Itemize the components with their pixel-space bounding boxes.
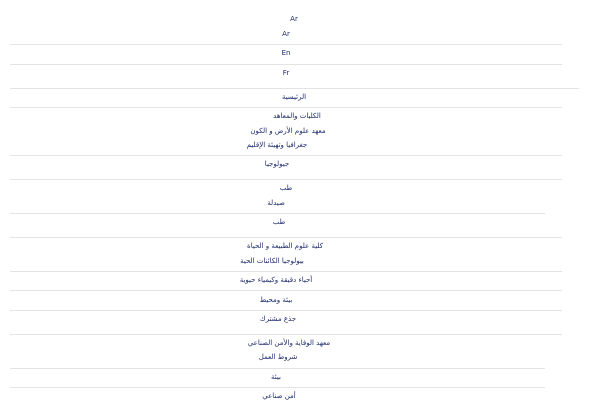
nav-item-industrial-safety[interactable]: أمن صناعي: [262, 392, 296, 400]
nav-item-geology[interactable]: جيولوجيا: [264, 160, 290, 168]
nav-item-safety-institute[interactable]: معهد الوقاية والأمن الصناعي: [247, 339, 331, 347]
nav-item-medicine-faculty[interactable]: طب: [279, 184, 293, 192]
divider: [10, 334, 562, 335]
divider: [10, 271, 562, 272]
divider: [10, 213, 545, 214]
divider: [10, 179, 562, 180]
language-option-ar[interactable]: Ar: [282, 30, 290, 38]
divider: [10, 155, 562, 156]
nav-item-home[interactable]: الرئيسية: [281, 93, 307, 101]
divider: [10, 237, 562, 238]
nav-item-environment[interactable]: بيئة: [271, 373, 281, 381]
nav-item-work-conditions[interactable]: شروط العمل: [258, 353, 298, 361]
nav-item-biology[interactable]: بيولوجيا الكائنات الحية: [240, 257, 304, 265]
divider: [10, 387, 545, 388]
language-option-en[interactable]: En: [281, 49, 291, 57]
divider: [10, 368, 545, 369]
language-current[interactable]: Ar: [290, 15, 298, 23]
divider: [10, 44, 562, 45]
nav-item-pharmacy[interactable]: صيدلة: [267, 199, 285, 207]
nav-item-common-core[interactable]: جذع مشترك: [259, 315, 297, 323]
language-option-fr[interactable]: Fr: [282, 69, 290, 77]
nav-item-geography[interactable]: جغرافيا وتهيئة الإقليم: [246, 141, 308, 149]
divider: [10, 290, 562, 291]
nav-item-microbiology[interactable]: أحياء دقيقة وكيمياء حيوية: [239, 276, 313, 284]
nav-item-faculties[interactable]: الكليات والمعاهد: [273, 112, 321, 120]
divider: [10, 64, 562, 65]
nav-item-earth-institute[interactable]: معهد علوم الأرض و الكون: [250, 127, 326, 135]
divider: [10, 88, 579, 89]
divider: [10, 310, 562, 311]
nav-item-medicine[interactable]: طب: [272, 218, 286, 226]
nav-item-environment-ocean[interactable]: بيئة ومحيط: [259, 296, 293, 304]
nav-item-nature-life-faculty[interactable]: كلية علوم الطبيعة و الحياة: [247, 242, 323, 250]
divider: [10, 107, 562, 108]
